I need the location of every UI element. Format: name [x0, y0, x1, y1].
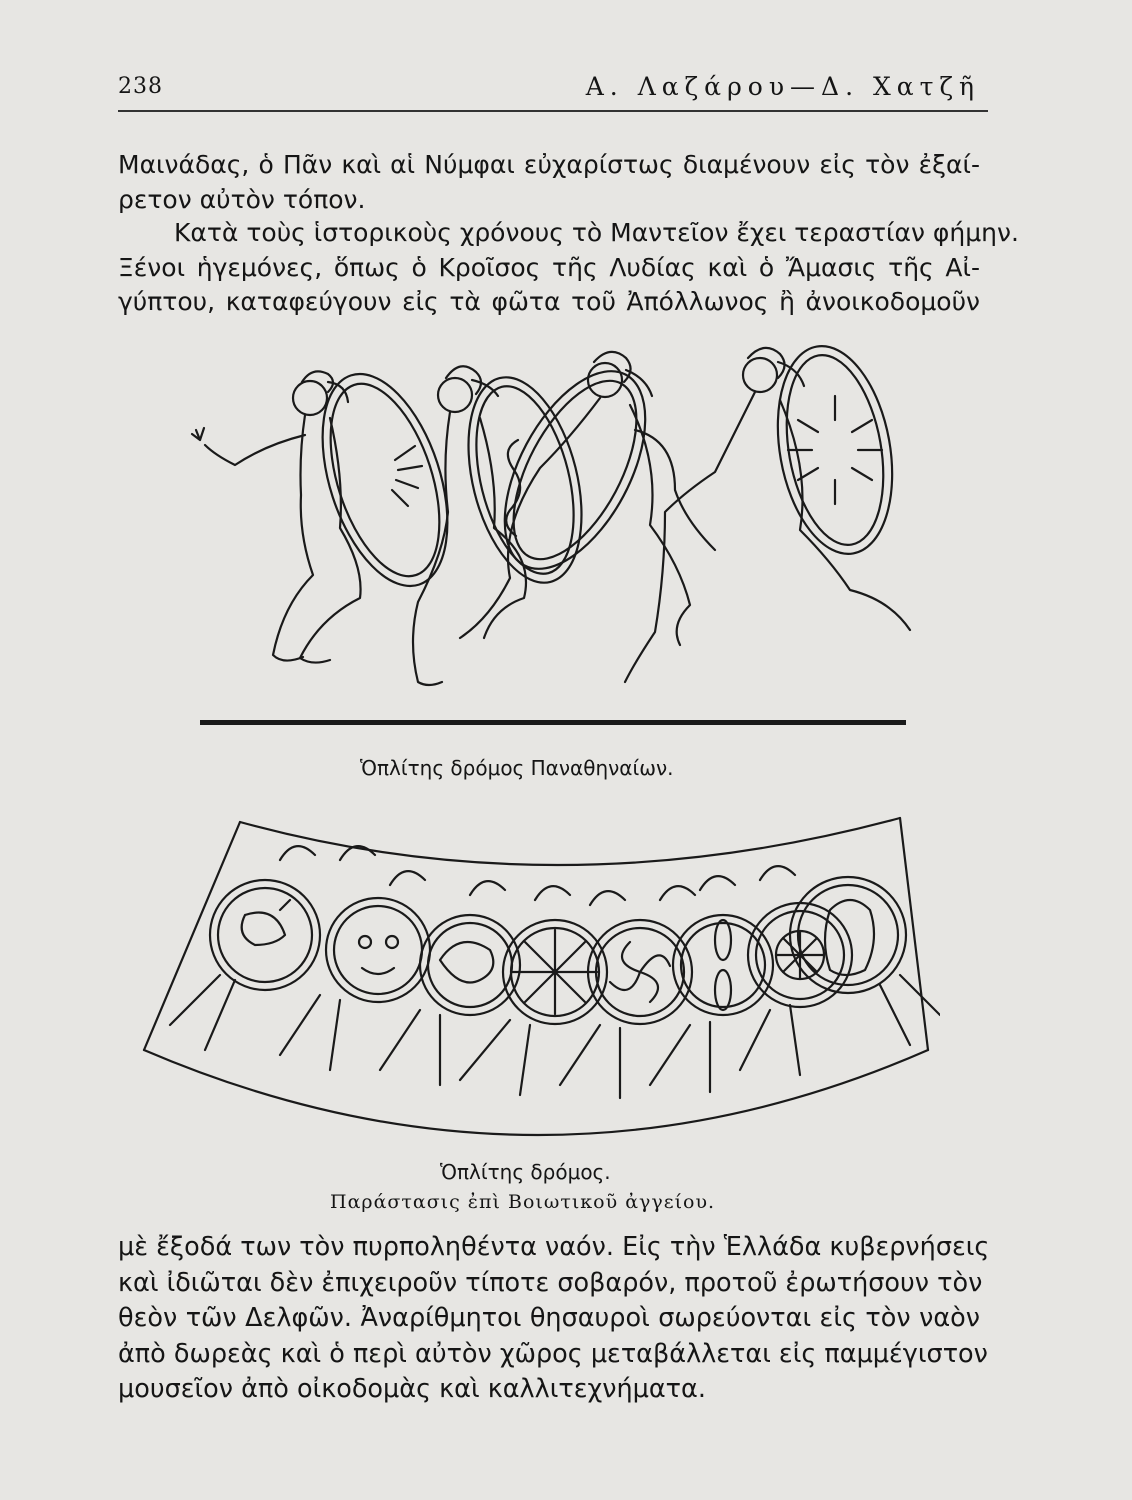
text-line: θεὸν τῶν Δελφῶν. Ἀναρίθμητοι θησαυροὶ σωρεύονται εἰς τὸν ναὸν	[118, 1303, 980, 1333]
figure-2-caption-line-2: Παράστασις ἐπὶ Βοιωτικοῦ ἀγγείου.	[330, 1191, 716, 1213]
text-line: μὲ ἔξοδά των τὸν πυρποληθέντα ναόν. Εἰς τὴν Ἑλλάδα κυβερνήσεις	[118, 1232, 990, 1262]
text-line: μουσεῖον ἀπὸ οἰκοδομὰς καὶ καλλιτεχνήματα.	[118, 1374, 706, 1404]
figure-boeotian-vase	[140, 800, 940, 1150]
figure-2-caption-line-1: Ὁπλίτης δρόμος.	[440, 1160, 611, 1184]
paragraph-2	[118, 216, 1019, 320]
text-line: ἀπὸ δωρεὰς καὶ ὁ περὶ αὐτὸν χῶρος μεταβάλλεται εἰς παμμέγιστον	[118, 1338, 988, 1369]
runner-figure	[192, 358, 471, 662]
text-line: Κατὰ τοὺς ἱστορικοὺς χρόνους τὸ Μαντεῖον ἔχει τεραστίαν φήμην.	[174, 218, 1019, 247]
runner-figure	[625, 340, 910, 682]
figure-hoplite-runners	[180, 340, 920, 740]
text-line: ρετον αὐτὸν τόπον.	[118, 184, 366, 214]
runner-figure	[413, 366, 601, 685]
page-header	[118, 70, 980, 104]
runner-figure	[460, 349, 715, 645]
page-number: 238	[118, 74, 163, 99]
header-rule	[118, 110, 988, 112]
text-line: Μαινάδας, ὁ Πᾶν καὶ αἱ Νύμφαι εὐχαρίστως διαμένουν εἰς τὸν ἐξαί-	[118, 150, 980, 179]
text-line: Ξένοι ἡγεμόνες, ὅπως ὁ Κροῖσος τῆς Λυδίας καὶ ὁ Ἄμασις τῆς Αἰ-	[118, 252, 980, 282]
text-line: γύπτου, καταφεύγουν εἰς τὰ φῶτα τοῦ Ἀπόλλωνος ἢ ἀνοικοδομοῦν	[118, 287, 980, 316]
paragraph-3	[118, 1230, 990, 1408]
text-line: καὶ ἰδιῶται δὲν ἐπιχειροῦν τίποτε σοβαρόν, προτοῦ ἐρωτήσουν τὸν	[118, 1267, 983, 1298]
figure-1-caption: Ὁπλίτης δρόμος Παναθηναίων.	[360, 756, 674, 780]
running-head: Α. Λαζάρου—Δ. Χατζῆ	[585, 72, 980, 101]
paragraph-1	[118, 148, 980, 217]
